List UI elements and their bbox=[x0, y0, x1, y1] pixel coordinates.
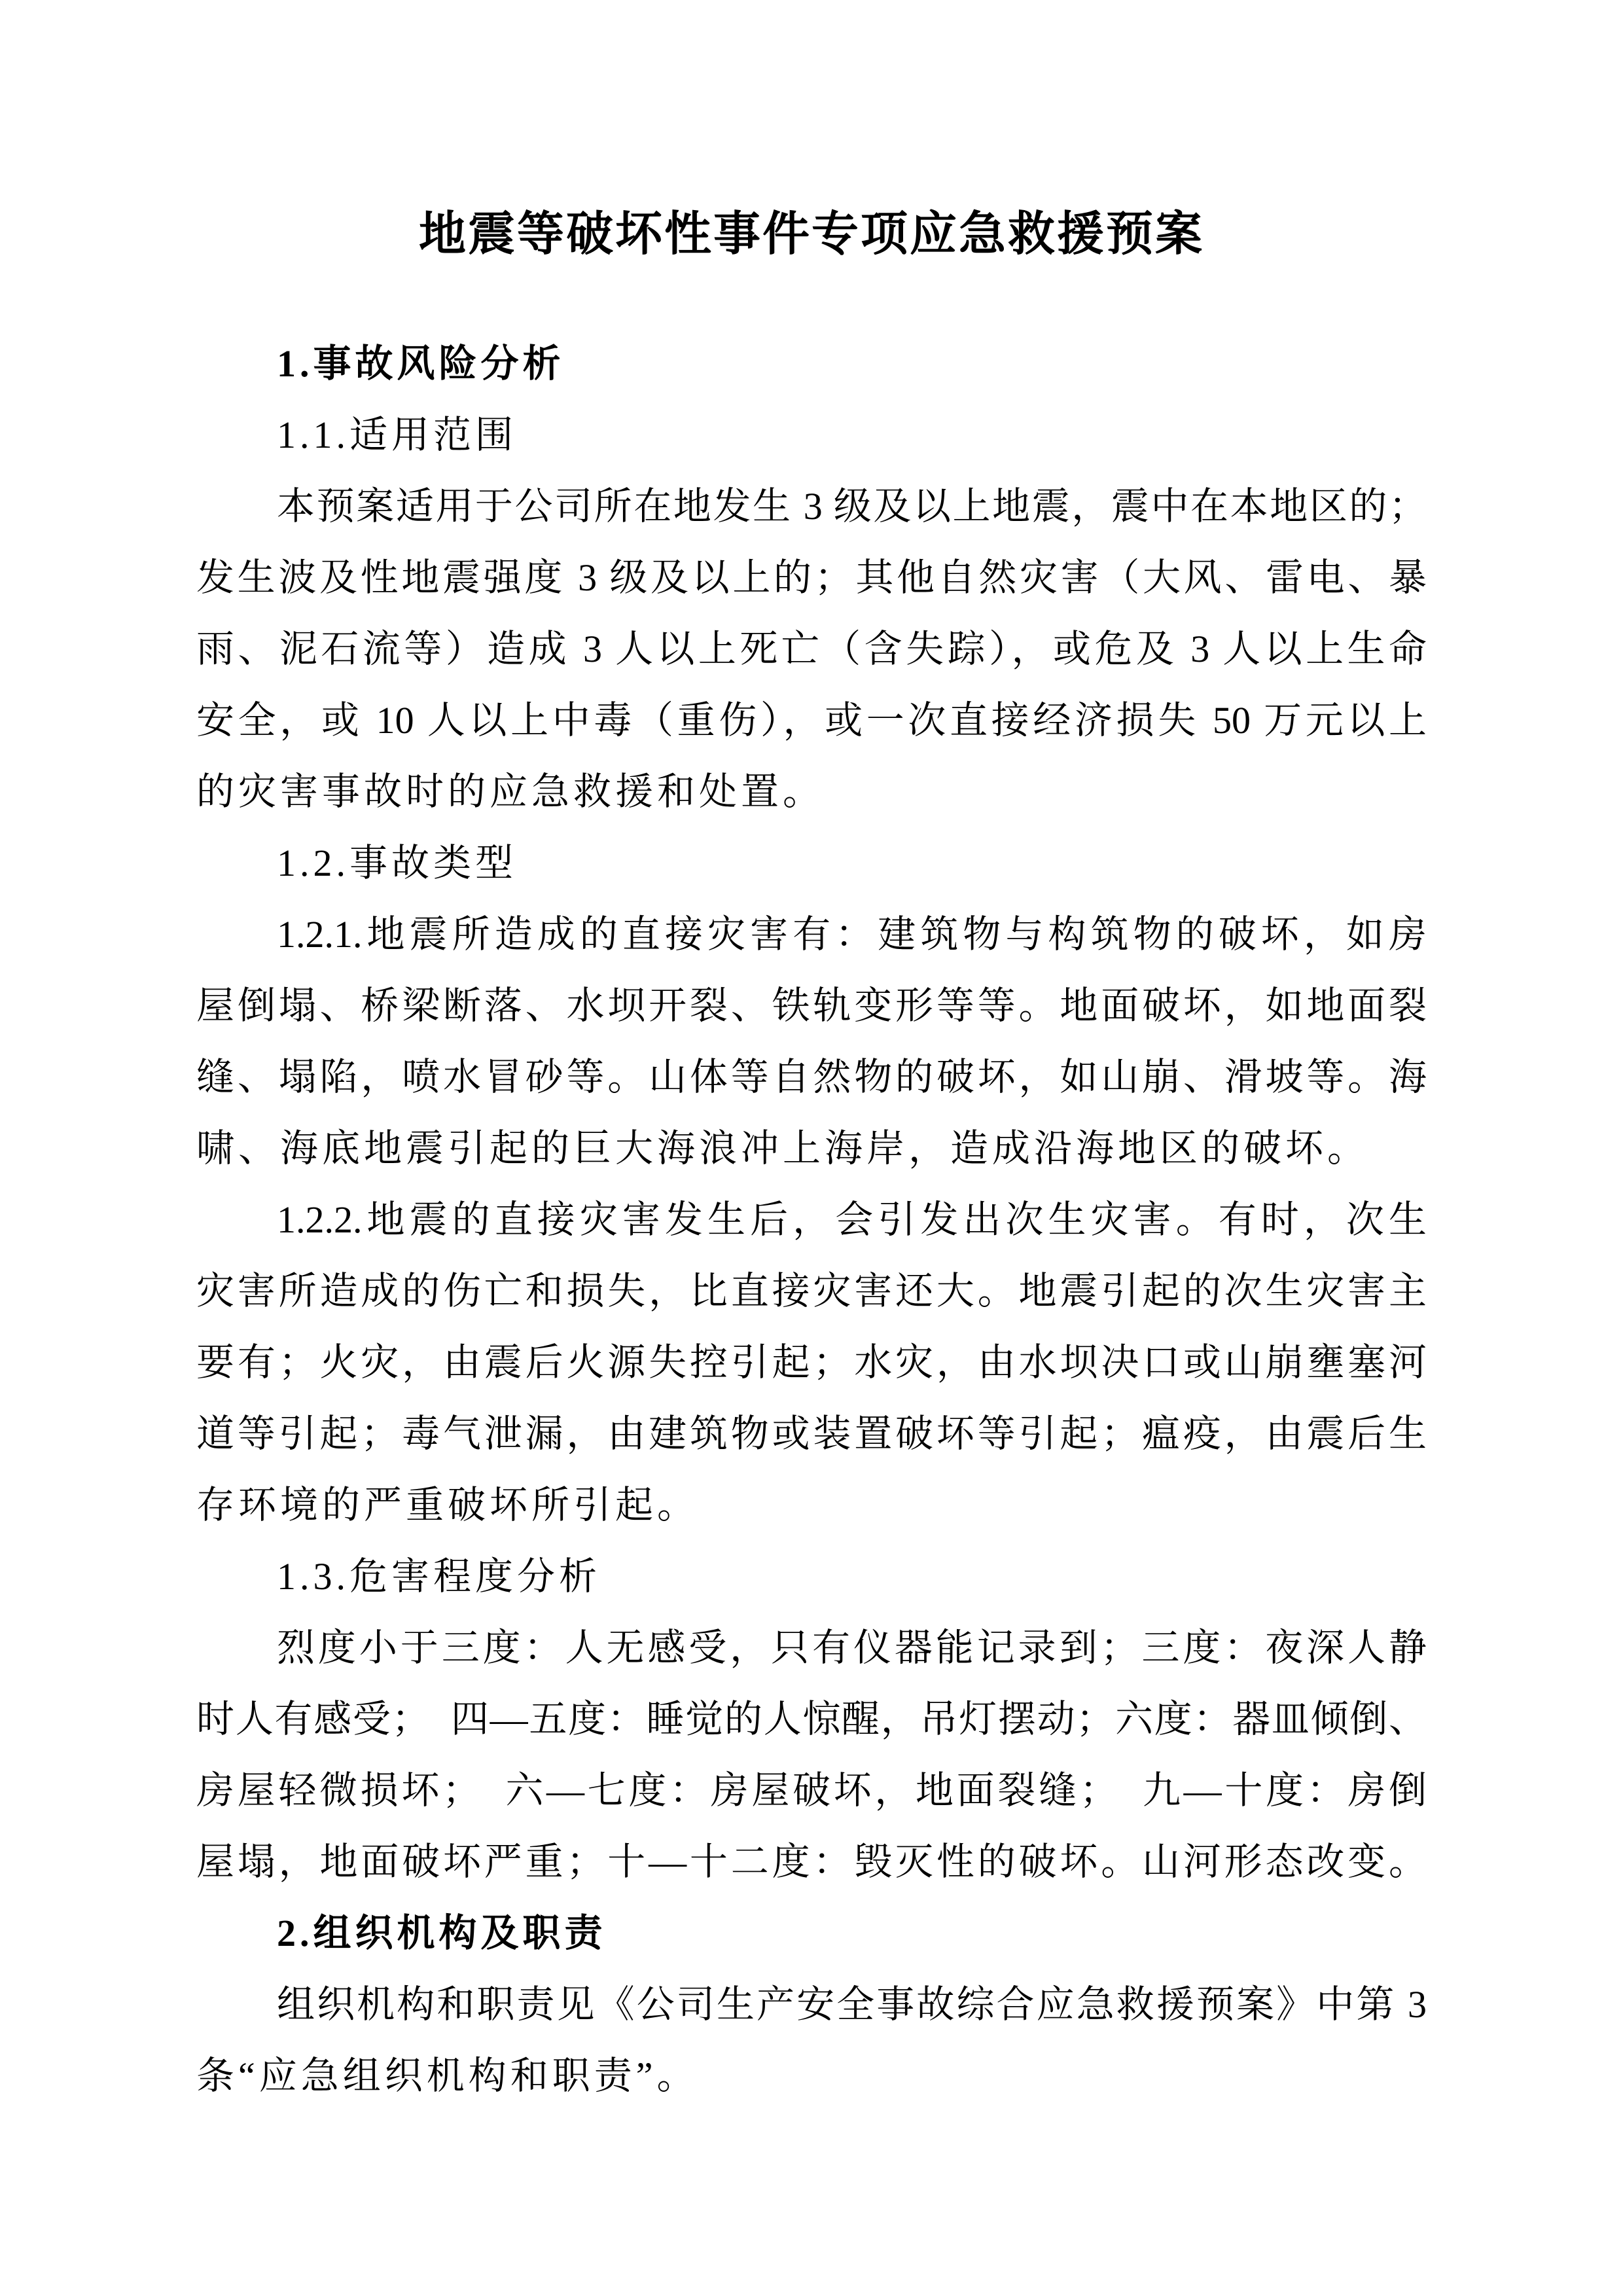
text-line: 缝、塌陷，喷水冒砂等。山体等自然物的破坏，如山崩、滑坡等。海 bbox=[196, 1056, 1427, 1098]
text-line: 1.2.2.地震的直接灾害发生后，会引发出次生灾害。有时，次生 bbox=[277, 1198, 1427, 1241]
paragraph-organization bbox=[196, 1969, 1427, 2111]
text-line: 发生波及性地震强度 3 级及以上的；其他自然灾害（大风、雷电、暴 bbox=[196, 556, 1427, 599]
text-line: 灾害所造成的伤亡和损失，比直接灾害还大。地震引起的次生灾害主 bbox=[196, 1270, 1427, 1312]
paragraph-scope bbox=[196, 471, 1427, 827]
text-line: 存环境的严重破坏所引起。 bbox=[196, 1484, 700, 1526]
section-heading-1: 1.事故风险分析 bbox=[277, 342, 565, 385]
document-title: 地震等破坏性事件专项应急救援预案 bbox=[418, 208, 1204, 260]
text-line: 啸、海底地震引起的巨大海浪冲上海岸，造成沿海地区的破坏。 bbox=[196, 1127, 1370, 1170]
document-body bbox=[196, 328, 1427, 2111]
text-line: 道等引起；毒气泄漏，由建筑物或装置破坏等引起；瘟疫，由震后生 bbox=[196, 1412, 1427, 1455]
text-line: 1.2.1.地震所造成的直接灾害有：建筑物与构筑物的破坏，如房 bbox=[277, 913, 1427, 956]
text-line: 房屋轻微损坏； 六—七度：房屋破坏，地面裂缝； 九—十度：房倒 bbox=[196, 1769, 1427, 1812]
text-line: 屋塌，地面破坏严重；十—十二度：毁灭性的破坏。山河形态改变。 bbox=[196, 1840, 1427, 1883]
subsection-heading-1-2: 1.2.事故类型 bbox=[277, 842, 518, 884]
text-line: 本预案适用于公司所在地发生 3 级及以上地震，震中在本地区的； bbox=[277, 485, 1427, 528]
text-line: 要有；火灾，由震后火源失控引起；水灾，由水坝决口或山崩壅塞河 bbox=[196, 1341, 1427, 1384]
subsection-heading-1-1: 1.1.适用范围 bbox=[277, 414, 518, 456]
text-line: 条“应急组织机构和职责”。 bbox=[196, 2054, 699, 2097]
text-line: 组织机构和职责见《公司生产安全事故综合应急救援预案》中第 3 bbox=[277, 1983, 1427, 2026]
text-line: 安全，或 10 人以上中毒（重伤），或一次直接经济损失 50 万元以上 bbox=[196, 699, 1427, 742]
paragraph-direct-disasters bbox=[196, 899, 1427, 1184]
paragraph-secondary-disasters bbox=[196, 1184, 1427, 1541]
text-line: 的灾害事故时的应急救援和处置。 bbox=[196, 770, 825, 813]
text-line: 烈度小于三度：人无感受，只有仪器能记录到；三度：夜深人静 bbox=[277, 1626, 1427, 1669]
section-heading-2: 2.组织机构及职责 bbox=[277, 1912, 607, 1954]
subsection-heading-1-3: 1.3.危害程度分析 bbox=[277, 1555, 601, 1598]
text-line: 雨、泥石流等）造成 3 人以上死亡（含失踪），或危及 3 人以上生命 bbox=[196, 628, 1427, 670]
text-line: 屋倒塌、桥梁断落、水坝开裂、铁轨变形等等。地面破坏，如地面裂 bbox=[196, 984, 1427, 1027]
text-line: 时人有感受； 四—五度：睡觉的人惊醒，吊灯摆动；六度：器皿倾倒、 bbox=[196, 1698, 1427, 1740]
paragraph-intensity-analysis bbox=[196, 1612, 1427, 1897]
